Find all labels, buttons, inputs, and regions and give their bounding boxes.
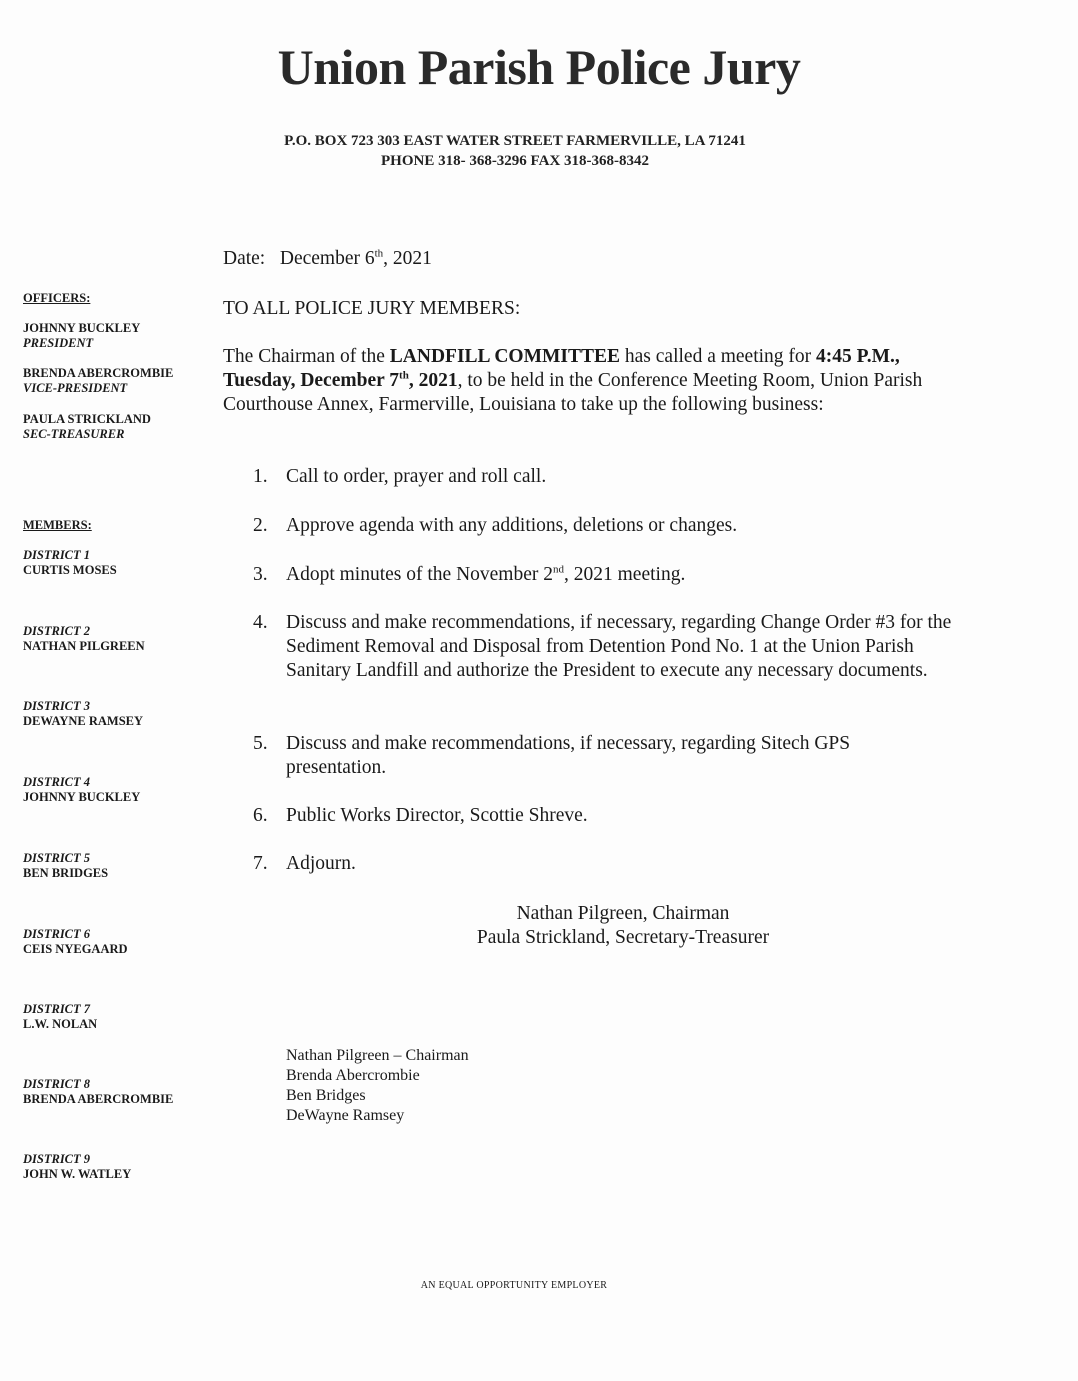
officer-title: VICE-PRESIDENT bbox=[23, 381, 128, 395]
officer-name: BRENDA ABERCROMBIE bbox=[23, 366, 174, 380]
officer-name: PAULA STRICKLAND bbox=[23, 412, 151, 426]
member-name: NATHAN PILGREEN bbox=[23, 639, 145, 653]
member-district: DISTRICT 1 bbox=[23, 548, 91, 562]
intro-text: , to be held in the Conference Meeting Room, Union Parish Courthouse Annex, Farmerville, Louisiana to take up the following business: bbox=[223, 370, 923, 415]
letterhead-phone: PHONE 318- 368-3296 FAX 318-368-8342 bbox=[380, 153, 650, 169]
meeting-year: , 2021 bbox=[408, 370, 458, 391]
committee-member: Ben Bridges bbox=[286, 1087, 366, 1104]
member-name: JOHN W. WATLEY bbox=[23, 1167, 132, 1181]
member-entry bbox=[23, 1152, 131, 1182]
member-name: BEN BRIDGES bbox=[23, 866, 109, 880]
meeting-date-suffix: th bbox=[399, 369, 409, 382]
member-district: DISTRICT 4 bbox=[23, 775, 91, 789]
agenda-date-suffix: nd bbox=[553, 563, 564, 576]
member-entry bbox=[23, 1002, 97, 1032]
agenda-text: Public Works Director, Scottie Shreve. bbox=[286, 805, 588, 826]
officer-title: PRESIDENT bbox=[23, 336, 94, 350]
member-entry bbox=[23, 548, 117, 578]
agenda-text-part: , 2021 meeting. bbox=[564, 564, 686, 585]
member-district: DISTRICT 2 bbox=[23, 624, 91, 638]
intro-paragraph bbox=[223, 345, 943, 417]
intro-text: has called a meeting for bbox=[620, 346, 817, 367]
member-district: DISTRICT 3 bbox=[23, 699, 91, 713]
member-name: CEIS NYEGAARD bbox=[23, 942, 128, 956]
member-name: L.W. NOLAN bbox=[23, 1017, 98, 1031]
agenda-number: 4. bbox=[253, 612, 268, 633]
agenda-text: Adjourn. bbox=[286, 853, 356, 874]
member-entry bbox=[23, 851, 108, 881]
footer-equal-opportunity: AN EQUAL OPPORTUNITY EMPLOYER bbox=[420, 1280, 608, 1291]
officer-entry bbox=[23, 412, 151, 442]
agenda-number: 6. bbox=[253, 805, 268, 826]
agenda-text-part: Adopt minutes of the November 2 bbox=[286, 564, 553, 585]
member-district: DISTRICT 5 bbox=[23, 851, 91, 865]
intro-text: The Chairman of the bbox=[223, 346, 390, 367]
committee-member: Nathan Pilgreen – Chairman bbox=[286, 1047, 469, 1064]
committee-member: DeWayne Ramsey bbox=[286, 1107, 405, 1124]
agenda-text: Call to order, prayer and roll call. bbox=[286, 466, 547, 487]
committee-member: Brenda Abercrombie bbox=[286, 1067, 420, 1084]
salutation: TO ALL POLICE JURY MEMBERS: bbox=[223, 298, 521, 319]
member-name: DEWAYNE RAMSEY bbox=[23, 714, 144, 728]
agenda-number: 1. bbox=[253, 466, 268, 487]
member-entry bbox=[23, 624, 145, 654]
officer-entry bbox=[23, 321, 140, 351]
meeting-time-text: 4:45 P.M., Tuesday, December 7 bbox=[223, 346, 900, 391]
letterhead-address: P.O. BOX 723 303 EAST WATER STREET FARMERVILLE, LA 71241 bbox=[284, 133, 746, 149]
date-label: Date: bbox=[223, 248, 266, 269]
agenda-text: Discuss and make recommendations, if necessary, regarding Change Order #3 for the Sediment Removal and Disposal from Detention Pond No. 1 at the Union Parish Sanitary Landfill and authorize the President to execute any necessary documents. bbox=[286, 612, 952, 681]
date-year: , 2021 bbox=[383, 248, 432, 269]
signature-chairman: Nathan Pilgreen, Chairman bbox=[516, 903, 730, 924]
officers-heading: OFFICERS: bbox=[23, 291, 91, 305]
letterhead-title: Union Parish Police Jury bbox=[277, 39, 801, 95]
letter-date bbox=[223, 247, 432, 271]
member-name: CURTIS MOSES bbox=[23, 563, 117, 577]
members-heading: MEMBERS: bbox=[23, 518, 92, 532]
member-district: DISTRICT 8 bbox=[23, 1077, 91, 1091]
date-suffix: th bbox=[374, 247, 384, 260]
agenda-number: 5. bbox=[253, 733, 268, 754]
signature-secretary: Paula Strickland, Secretary-Treasurer bbox=[476, 927, 770, 948]
member-district: DISTRICT 7 bbox=[23, 1002, 91, 1016]
member-district: DISTRICT 6 bbox=[23, 927, 91, 941]
member-entry bbox=[23, 775, 140, 805]
committee-member-list bbox=[286, 1046, 469, 1126]
agenda-number: 7. bbox=[253, 853, 268, 874]
committee-name: LANDFILL COMMITTEE bbox=[389, 346, 621, 367]
agenda-text bbox=[286, 563, 966, 587]
member-name: JOHNNY BUCKLEY bbox=[23, 790, 141, 804]
agenda-number: 2. bbox=[253, 515, 268, 536]
member-entry bbox=[23, 699, 143, 729]
member-name: BRENDA ABERCROMBIE bbox=[23, 1092, 174, 1106]
member-entry bbox=[23, 1077, 173, 1107]
agenda-number: 3. bbox=[253, 564, 268, 585]
agenda-text: Approve agenda with any additions, deletions or changes. bbox=[286, 515, 738, 536]
member-district: DISTRICT 9 bbox=[23, 1152, 91, 1166]
officer-name: JOHNNY BUCKLEY bbox=[23, 321, 141, 335]
officer-entry bbox=[23, 366, 173, 396]
officer-title: SEC-TREASURER bbox=[23, 427, 125, 441]
agenda-text: Discuss and make recommendations, if necessary, regarding Sitech GPS presentation. bbox=[286, 733, 851, 778]
date-value: December 6 bbox=[279, 248, 375, 269]
